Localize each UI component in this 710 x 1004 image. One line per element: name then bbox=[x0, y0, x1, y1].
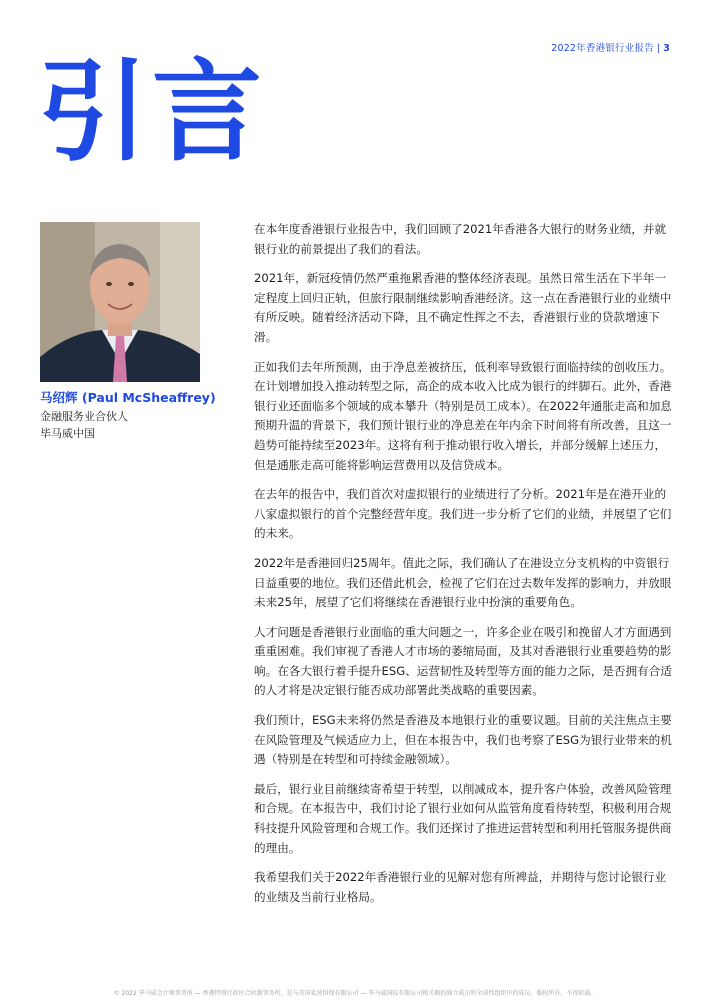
paragraph: 2022年是香港回归25周年。值此之际，我们确认了在港设立分支机构的中资银行日益重要的地位。我们还借此机会，检视了它们在过去数年发挥的影响力，并放眼未来25年，展望了它们将继续在香港银行业中扮演的重要角色。 bbox=[254, 555, 672, 610]
paragraph: 正如我们去年所预测，由于净息差被挤压，低利率导致银行面临持续的创收压力。在计划增加投入推动转型之际，高企的成本收入比成为银行的绊脚石。此外，香港银行业还面临多个领域的成本攀升（特别是员工成本）。在2022年通胀走高和加息预期升温的背景下，我们预计银行业的净息差在年内余下时间将有所改善，且这一趋势可能持续至2023年。这将有利于推动银行收入增长，并部分缓解上述压力，但是通胀走高可能将影响运营费用以及信贷成本。 bbox=[254, 359, 672, 472]
copyright-footer: © 2022 毕马威会计师事务所 — 香港特别行政区合伙制事务所，是与英国私营担保有限公司 — 毕马威国际有限公司相关联的独立成员所全球性组织中的成员。版权所有，不得转载。 bbox=[113, 990, 597, 997]
running-header bbox=[551, 40, 670, 54]
author-portrait-photo bbox=[40, 222, 200, 382]
page-number: 3 bbox=[663, 43, 670, 54]
paragraph: 人才问题是香港银行业面临的重大问题之一，许多企业在吸引和挽留人才方面遇到重重困难。我们审视了香港人才市场的萎缩局面，及其对香港银行业重要趋势的影响。在各大银行着手提升ESG、运营韧性及转型等方面的能力之际，是否拥有合适的人才将是决定银行能否成功部署此类战略的重要因素。 bbox=[254, 624, 672, 698]
report-title: 2022年香港银行业报告 bbox=[551, 43, 654, 54]
author-block bbox=[40, 388, 220, 442]
author-firm: 毕马威中国 bbox=[40, 427, 95, 440]
page-title: 引言 bbox=[38, 48, 266, 176]
paragraph: 我希望我们关于2022年香港银行业的见解对您有所裨益，并期待与您讨论银行业的业绩及当前行业格局。 bbox=[254, 870, 667, 904]
paragraph: 在去年的报告中，我们首次对虚拟银行的业绩进行了分析。2021年是在港开业的八家虚拟银行的首个完整经营年度。我们进一步分析了它们的业绩，并展望了它们的未来。 bbox=[254, 487, 672, 541]
paragraph: 我们预计，ESG未来将仍然是香港及本地银行业的重要议题。目前的关注焦点主要在风险管理及气候适应力上，但在本报告中，我们也考察了ESG为银行业带来的机遇（特别是在转型和可持续金融领域）。 bbox=[254, 713, 672, 767]
paragraph: 在本年度香港银行业报告中，我们回顾了2021年香港各大银行的财务业绩，并就银行业的前景提出了我们的看法。 bbox=[254, 222, 667, 256]
author-name: 马绍辉 (Paul McSheaffrey) bbox=[40, 390, 216, 405]
paragraph: 最后，银行业目前继续寄希望于转型，以削减成本，提升客户体验，改善风险管理和合规。在本报告中，我们讨论了银行业如何从监管角度看待转型，积极利用合规科技提升风险管理和合规工作。我们还探讨了推进运营转型和利用托管服务提供商的理由。 bbox=[254, 781, 672, 855]
paragraph: 2021年，新冠疫情仍然严重拖累香港的整体经济表现。虽然日常生活在下半年一定程度上回归正轨，但旅行限制继续影响香港经济。这一点在香港银行业的业绩中有所反映。随着经济活动下降，且不确定性挥之不去，香港银行业的贷款增速下滑。 bbox=[254, 271, 672, 344]
header-separator: | bbox=[656, 43, 661, 54]
author-role: 金融服务业合伙人 bbox=[40, 410, 128, 423]
body-text bbox=[254, 220, 674, 917]
